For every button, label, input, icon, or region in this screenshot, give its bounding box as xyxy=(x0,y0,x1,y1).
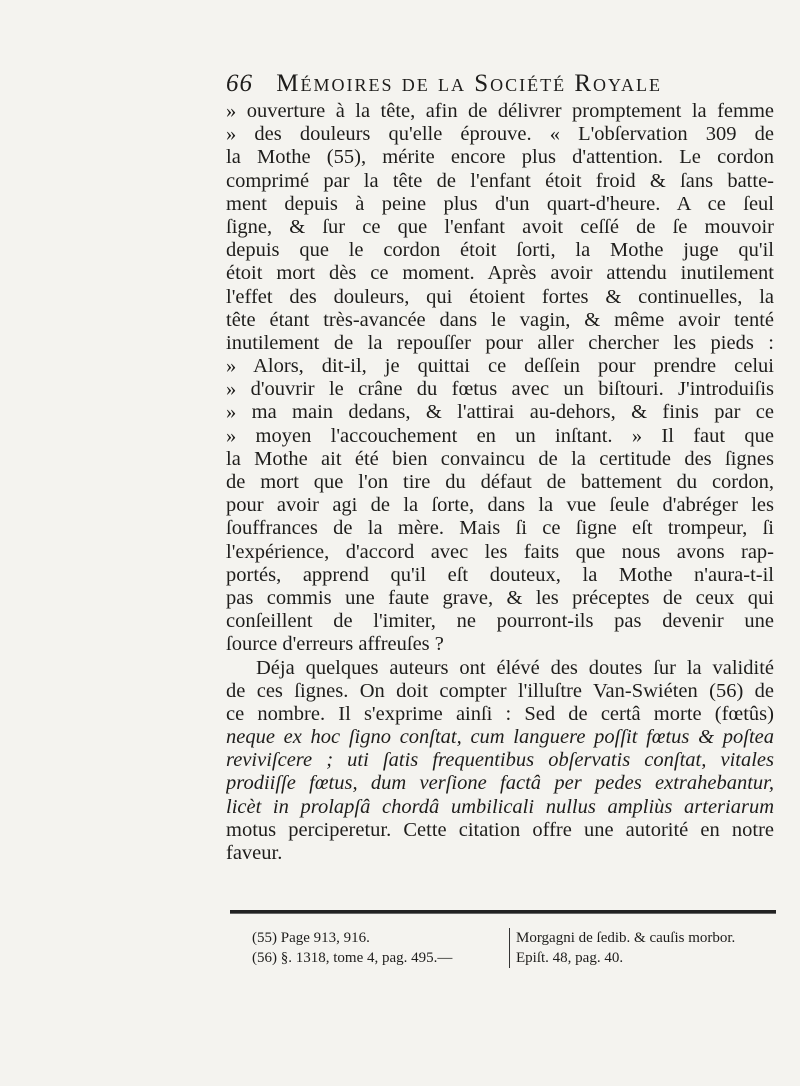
text-line: comprimé par la tête de l'enfant étoit froid & ſans batte- xyxy=(226,169,774,192)
body-text xyxy=(226,100,774,865)
paragraph-start-line: Déja quelques auteurs ont élévé des doutes ſur la validité xyxy=(256,656,774,679)
text-line: portés, apprend qu'il eſt douteux, la Mothe n'aura-t-il xyxy=(226,563,774,586)
text-line: motus perciperetur. Cette citation offre une autorité en notre xyxy=(226,818,774,841)
footnote-56-cont: Epiſt. 48, pag. 40. xyxy=(516,950,624,966)
text-line: » ma main dedans, & l'attirai au-dehors, & finis par ce xyxy=(226,401,774,424)
text-line: ſigne, & ſur ce que l'enfant avoit ceſſé de ſe mouvoir xyxy=(226,215,774,238)
text-line: de ces ſignes. On doit compter l'illuſtre Van-Swiéten (56) de xyxy=(226,679,774,702)
footnote-55-cont: Morgagni de ſedib. & cauſis morbor. xyxy=(516,930,736,946)
text-line: » Alors, dit-il, je quittai ce deſſein pour prendre celui xyxy=(226,355,774,378)
text-line: pas commis une faute grave, & les préceptes de ceux qui xyxy=(226,586,774,609)
text-line: » moyen l'accouchement en un inſtant. » Il faut que xyxy=(226,424,774,447)
text-line: pour avoir agi de la ſorte, dans la vue ſeule d'abréger les xyxy=(226,494,774,517)
latin-quote-line: reviviſcere ; uti ſatis frequentibus obſervatis conſtat, vitales xyxy=(226,749,774,772)
text-line: faveur. xyxy=(226,842,283,864)
text-line: la Mothe (55), mérite encore plus d'attention. Le cordon xyxy=(226,146,774,169)
text-line: de mort que l'on tire du défaut de battement du cordon, xyxy=(226,471,774,493)
footnote-column-divider xyxy=(509,928,510,968)
text-line: ce nombre. Il s'exprime ainſi : Sed de certâ morte (fœtûs) xyxy=(226,702,774,725)
text-line: conſeillent de l'imiter, ne pourront-ils pas devenir une xyxy=(226,610,774,633)
text-line: tête étant très-avancée dans le vagin, & même avoir tenté xyxy=(226,308,774,331)
text-line: l'effet des douleurs, qui étoient fortes & continuelles, la xyxy=(226,285,774,308)
latin-quote-line: neque ex hoc ſigno conſtat, cum languere poſſit fœtus & poſtea xyxy=(226,726,774,749)
latin-quote-line: prodiiſſe fœtus, dum verſione factâ per pedes extrahebantur, xyxy=(226,772,774,795)
text-line: » des douleurs qu'elle éprouve. « L'obſervation 309 de xyxy=(226,123,774,146)
text-line: la Mothe ait été bien convaincu de la certitude des ſignes xyxy=(226,447,774,470)
running-title: Mémoires de la Société Royale xyxy=(276,70,663,97)
text-line: l'expérience, d'accord avec les faits que nous avons rap- xyxy=(226,540,774,563)
footnote-56: (56) §. 1318, tome 4, pag. 495.— xyxy=(252,950,453,966)
text-line: depuis que le cordon étoit ſorti, la Mothe juge qu'il xyxy=(226,239,774,262)
latin-quote-line: licèt in prolapſâ chordâ umbilicali nullus ampliùs arteriarum xyxy=(226,795,774,818)
text-line: ſource d'erreurs affreuſes ? xyxy=(226,633,444,656)
text-line: inutilement de la repouſſer pour aller chercher les pieds : xyxy=(226,331,774,354)
running-header xyxy=(226,70,746,98)
text-line: étoit mort dès ce moment. Après avoir attendu inutilement xyxy=(226,262,774,285)
text-line: » d'ouvrir le crâne du fœtus avec un biſtouri. J'introduiſis xyxy=(226,378,774,401)
text-line: » ouverture à la tête, afin de délivrer promptement la femme xyxy=(226,100,774,122)
footnote-rule xyxy=(230,910,776,914)
footnotes-left xyxy=(252,928,502,968)
text-line: ſouffrances de la mère. Mais ſi ce ſigne eſt trompeur, ſi xyxy=(226,517,774,540)
footnotes-right xyxy=(516,928,778,968)
footnote-55: (55) Page 913, 916. xyxy=(252,930,370,946)
page-number: 66 xyxy=(226,70,253,97)
text-line: ment depuis à peine plus d'un quart-d'heure. A ce ſeul xyxy=(226,192,774,215)
